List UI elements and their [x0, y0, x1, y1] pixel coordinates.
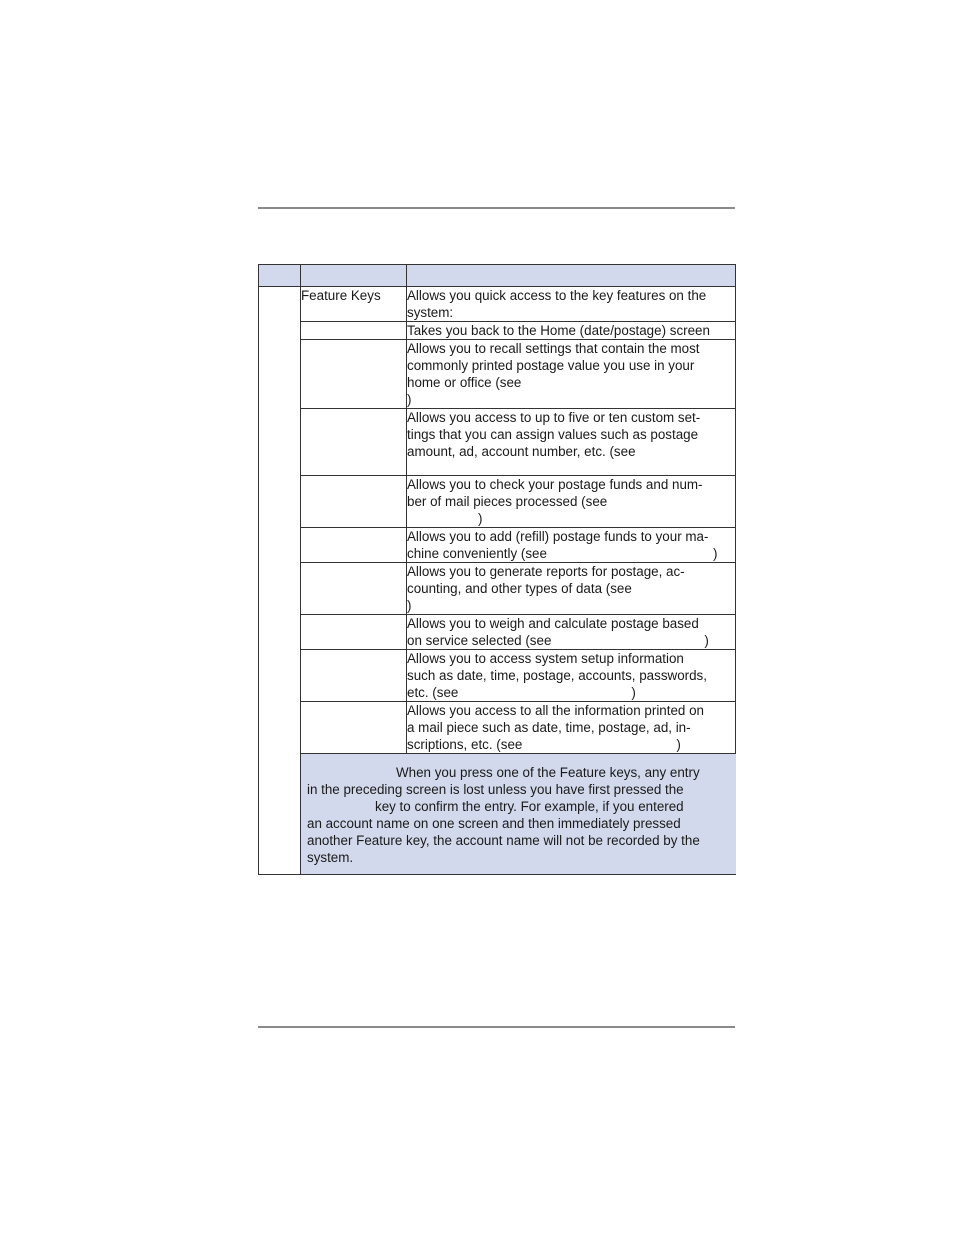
key-description — [407, 563, 736, 615]
note-box — [301, 754, 736, 874]
header-cell-1 — [259, 265, 301, 287]
header-cell-2 — [301, 265, 407, 287]
note-row — [259, 754, 736, 875]
desc-line: Allows you to add (refill) postage funds to your ma- — [407, 529, 709, 544]
desc-line: ) — [712, 546, 718, 561]
desc-line: Allows you to generate reports for postage, ac- — [407, 564, 685, 579]
key-name — [301, 409, 407, 476]
key-name — [301, 322, 407, 340]
key-description: Allows you quick access to the key features on the system: — [407, 287, 736, 322]
key-name — [301, 528, 407, 563]
key-description — [407, 528, 736, 563]
key-name: Feature Keys — [301, 287, 407, 322]
header-cell-3 — [407, 265, 736, 287]
desc-line: such as date, time, postage, accounts, passwords, — [407, 668, 707, 683]
desc-line: Allows you to access system setup information — [407, 651, 684, 666]
header-rule — [258, 207, 735, 209]
desc-line: ) — [478, 511, 483, 526]
key-name — [301, 476, 407, 528]
desc-line: ) — [676, 737, 681, 752]
key-description — [407, 615, 736, 650]
desc-line: Allows you to weigh and calculate postage based — [407, 616, 699, 631]
table-row — [259, 287, 736, 322]
key-name — [301, 615, 407, 650]
desc-line: ) — [631, 685, 636, 700]
desc-line: etc. (see — [407, 685, 459, 700]
desc-line: ber of mail pieces processed (see — [407, 494, 608, 509]
table-row — [259, 340, 736, 409]
note-line: another Feature key, the account name will not be recorded by the — [307, 833, 700, 848]
desc-line: Allows you access to all the information printed on — [407, 703, 704, 718]
note-cell — [301, 754, 736, 875]
desc-line: a mail piece such as date, time, postage, ad, in- — [407, 720, 691, 735]
key-name — [301, 563, 407, 615]
key-name — [301, 340, 407, 409]
key-description — [407, 409, 736, 476]
key-description — [407, 702, 736, 754]
table-row — [259, 409, 736, 476]
table-row — [259, 650, 736, 702]
desc-line: ) — [704, 633, 709, 648]
table-row — [259, 322, 736, 340]
key-name — [301, 702, 407, 754]
table-header-row — [259, 265, 736, 287]
desc-line: scriptions, etc. (see — [407, 737, 523, 752]
table-row — [259, 563, 736, 615]
desc-line: ) — [407, 392, 412, 407]
desc-line: chine conveniently (see — [407, 546, 547, 561]
note-line: key to confirm the entry. For example, if you entered — [375, 799, 684, 814]
desc-line: amount, ad, account number, etc. (see — [407, 444, 636, 459]
table-row — [259, 615, 736, 650]
desc-line: Allows you to recall settings that contain the most — [407, 341, 700, 356]
key-description — [407, 476, 736, 528]
desc-line: on service selected (see — [407, 633, 552, 648]
table-row — [259, 528, 736, 563]
key-description: Takes you back to the Home (date/postage) screen — [407, 322, 736, 340]
desc-line: home or office (see — [407, 375, 522, 390]
note-line: an account name on one screen and then immediately pressed — [307, 816, 681, 831]
key-description — [407, 340, 736, 409]
key-description — [407, 650, 736, 702]
note-line: When you press one of the Feature keys, any entry — [396, 765, 700, 780]
note-line: in the preceding screen is lost unless you have first pressed the — [307, 782, 684, 797]
note-line: system. — [307, 850, 354, 865]
footer-rule — [258, 1026, 735, 1028]
desc-line: tings that you can assign values such as postage — [407, 427, 699, 442]
desc-line: Allows you access to up to five or ten custom set- — [407, 410, 701, 425]
left-margin-cell — [259, 287, 301, 875]
table-row — [259, 702, 736, 754]
desc-line: ) — [407, 598, 412, 613]
desc-line: commonly printed postage value you use in your — [407, 358, 695, 373]
desc-line: counting, and other types of data (see — [407, 581, 632, 596]
feature-keys-table — [258, 264, 736, 875]
key-name — [301, 650, 407, 702]
desc-line: Allows you to check your postage funds and num- — [407, 477, 703, 492]
table-row — [259, 476, 736, 528]
